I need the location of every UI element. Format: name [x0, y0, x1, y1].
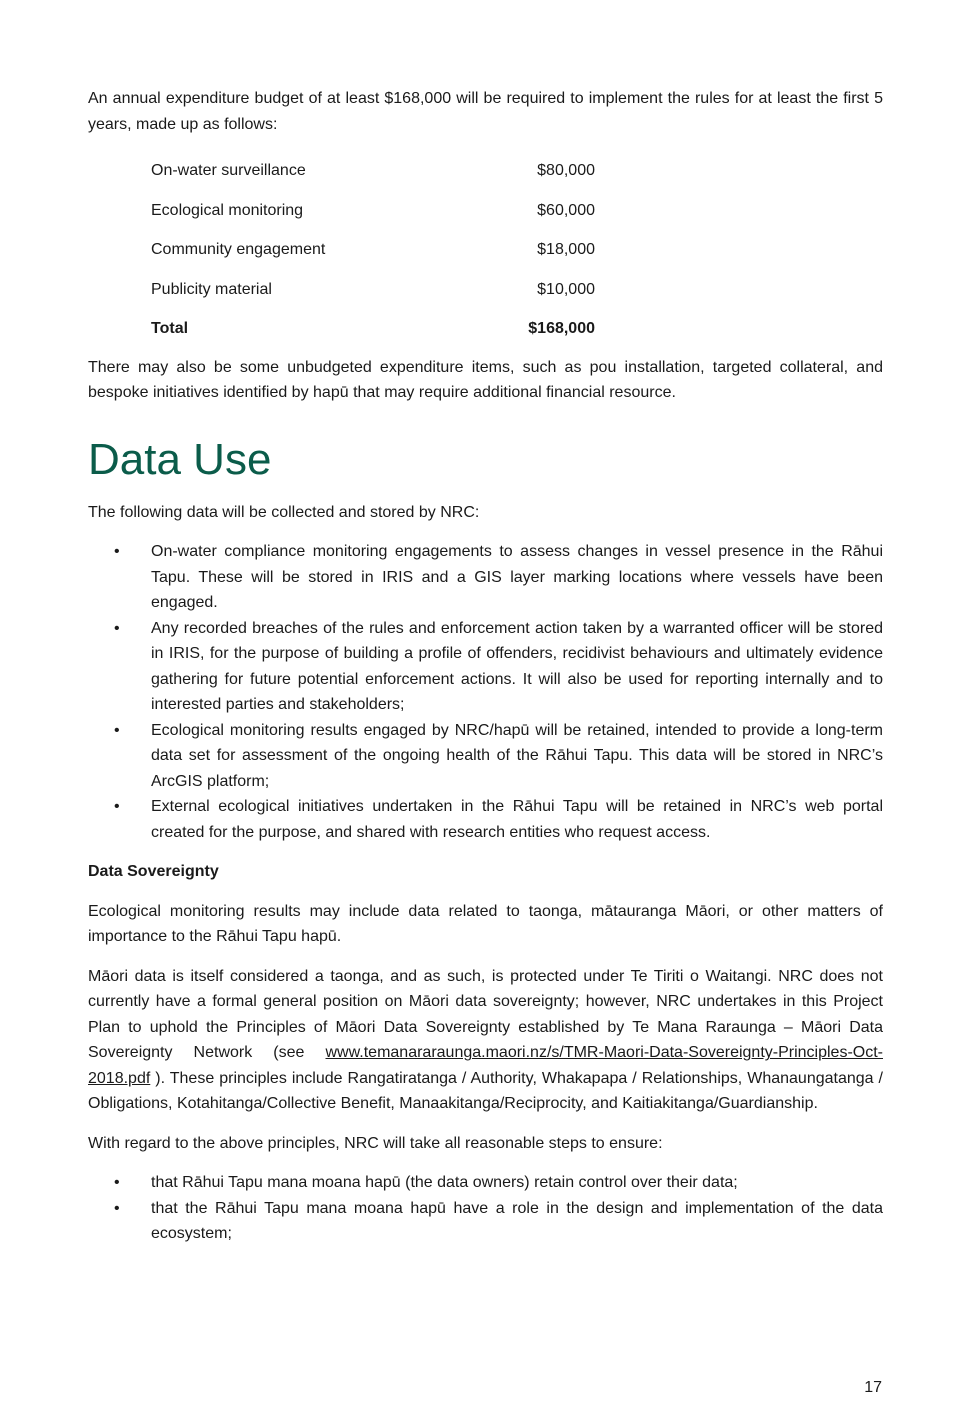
table-row — [151, 151, 595, 191]
data-use-intro: The following data will be collected and stored by NRC: — [88, 503, 480, 521]
table-row — [151, 191, 595, 231]
list-item — [88, 1170, 883, 1196]
list-item-text: that Rāhui Tapu mana moana hapū (the data owners) retain control over their data; — [151, 1174, 738, 1192]
budget-total-row — [151, 309, 595, 349]
list-item-text: On-water compliance monitoring engagements to assess changes in vessel presence in the Rāhui Tapu. These will be stored in IRIS and a GIS layer marking locations where vessels have been engaged. — [151, 543, 883, 612]
budget-item-amount: $18,000 — [537, 241, 595, 259]
table-row — [151, 230, 595, 270]
budget-item-label: Publicity material — [151, 280, 272, 298]
sovereignty-paragraph-2 — [88, 964, 883, 1117]
budget-total-amount: $168,000 — [528, 320, 595, 338]
document-page — [88, 86, 883, 1247]
sovereignty-list — [88, 1170, 883, 1247]
paragraph-text: ). These principles include Rangatiratanga / Authority, Whakapapa / Relationships, Whanaungatanga / Obligations, Kotahitanga/Collective Benefit, Manaakitanga/Reciprocity, and Kaitiakitanga/Guardianship. — [88, 1069, 883, 1113]
list-item-text: Ecological monitoring results engaged by NRC/hapū will be retained, intended to provide a long-term data set for assessment of the ongoing health of the Rāhui Tapu. This data will be stored in NRC’s ArcGIS platform; — [151, 721, 883, 790]
budget-item-amount: $10,000 — [537, 280, 595, 298]
page-number: 17 — [864, 1379, 882, 1396]
bullet-icon: • — [114, 619, 120, 637]
list-item — [88, 1196, 883, 1247]
paragraph-text: Māori data is itself considered a taonga, and as such, is protected under Te Tiriti o Waitangi. NRC does not currently have a formal general position on Māori data sovereignty; however, NRC undertakes in this Project Plan to uphold the Principles of Māori Data Sovereignty established by Te Mana Raraunga – Māori Data Sovereignty Network (see — [88, 967, 883, 1062]
bullet-icon: • — [114, 798, 120, 816]
budget-note: There may also be some unbudgeted expenditure items, such as pou installation, targeted collateral, and bespoke initiatives identified by hapū that may require additional financial resource. — [88, 358, 883, 402]
bullet-icon: • — [114, 1174, 120, 1192]
principles-link[interactable]: www.temanararaunga.maori.nz/s/TMR-Maori-Data-Sovereignty-Principles-Oct-2018.pdf — [88, 1044, 883, 1087]
list-item — [88, 616, 883, 718]
section-heading-data-use: Data Use — [88, 434, 272, 484]
budget-item-label: Ecological monitoring — [151, 201, 304, 219]
bullet-icon: • — [114, 543, 120, 561]
budget-item-label: Community engagement — [151, 241, 326, 259]
budget-item-amount: $80,000 — [537, 162, 595, 180]
table-row — [151, 270, 595, 310]
list-item-text: External ecological initiatives undertaken in the Rāhui Tapu will be retained in NRC’s web portal created for the purpose, and shared with research entities who request access. — [151, 798, 883, 841]
budget-item-label: On-water surveillance — [151, 162, 306, 180]
list-item — [88, 794, 883, 845]
subheading-data-sovereignty: Data Sovereignty — [88, 863, 219, 881]
sovereignty-paragraph-1: Ecological monitoring results may include data related to taonga, mātauranga Māori, or other matters of importance to the Rāhui Tapu hapū. — [88, 902, 883, 946]
budget-item-amount: $60,000 — [537, 201, 595, 219]
budget-intro: An annual expenditure budget of at least $168,000 will be required to implement the rules for at least the first 5 years, made up as follows: — [88, 90, 883, 133]
bullet-icon: • — [114, 1199, 120, 1217]
data-use-list — [88, 539, 883, 845]
list-item — [88, 718, 883, 795]
list-item — [88, 539, 883, 616]
list-item-text: that the Rāhui Tapu mana moana hapū have a role in the design and implementation of the data ecosystem; — [151, 1199, 883, 1243]
list-item-text: Any recorded breaches of the rules and enforcement action taken by a warranted officer will be stored in IRIS, for the purpose of building a profile of offenders, recidivist behaviours and ultimately evidence gathering for future potential enforcement actions. It will also be used for reporting internally and to interested parties and stakeholders; — [151, 619, 883, 714]
sovereignty-paragraph-3: With regard to the above principles, NRC will take all reasonable steps to ensure: — [88, 1134, 663, 1152]
budget-table — [151, 151, 595, 349]
bullet-icon: • — [114, 721, 120, 739]
budget-total-label: Total — [151, 320, 189, 338]
